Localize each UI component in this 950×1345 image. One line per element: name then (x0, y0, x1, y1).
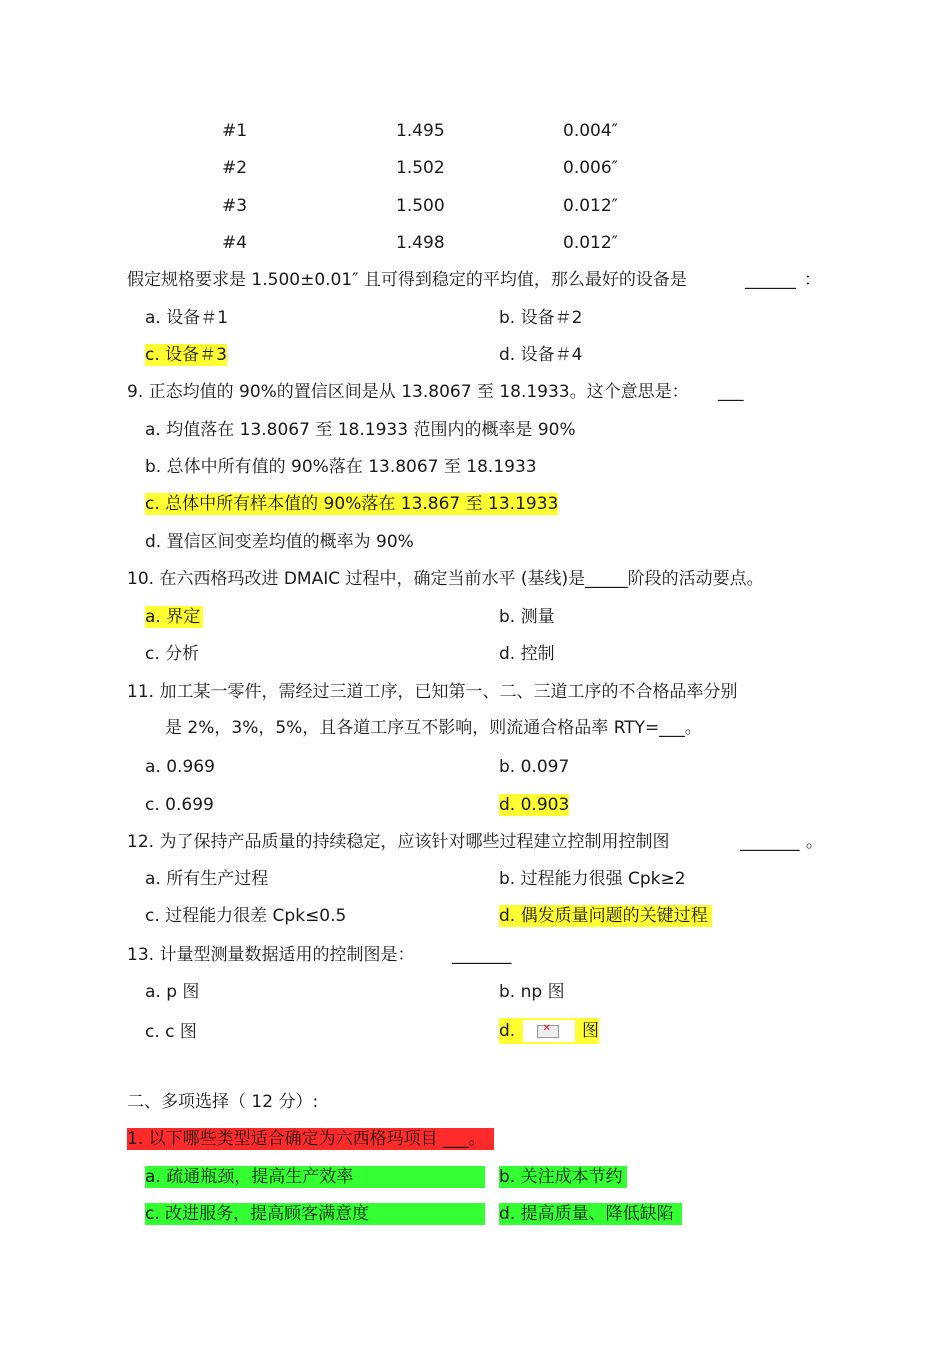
table-cell-device: #1 (222, 121, 248, 141)
question-stem: 12. 为了保持产品质量的持续稳定，应该针对哪些过程建立控制用控制图 (127, 832, 670, 852)
question-stem: 13. 计量型测量数据适用的控制图是： (127, 945, 415, 965)
table-cell-sd: 0.004″ (563, 121, 619, 141)
option-a: a. 0.969 (145, 757, 215, 777)
option-b: b. 过程能力很强 Cpk≥2 (499, 869, 686, 889)
question-stem: 11. 加工某一零件，需经过三道工序，已知第一、二、三道工序的不合格品率分别 (127, 682, 738, 702)
question-stem-continued: 是 2%，3%，5%，且各道工序互不影响，则流通合格品率 RTY=___。 (165, 718, 702, 738)
table-cell-sd: 0.012″ (563, 233, 619, 253)
option-c: c. c 图 (145, 1022, 197, 1042)
option-a-highlighted: a. 界定 (145, 606, 203, 628)
option-d-highlighted: d. 提高质量、降低缺陷 (499, 1203, 682, 1225)
question-stem-highlighted: 1. 以下哪些类型适合确定为六西格玛项目 ___。 (127, 1128, 494, 1150)
option-d: d. 控制 (499, 644, 555, 664)
table-cell-device: #3 (222, 196, 248, 216)
answer-blank: ___ (718, 382, 744, 402)
option-d-highlighted: d. 0.903 (499, 795, 570, 815)
option-b: b. 测量 (499, 607, 555, 627)
option-d-highlighted (499, 1018, 599, 1044)
option-a-highlighted: a. 疏通瓶颈，提高生产效率 (145, 1166, 485, 1188)
option-a: a. 均值落在 13.8067 至 18.1933 范围内的概率是 90% (145, 420, 576, 440)
table-cell-mean: 1.498 (396, 233, 445, 253)
option-b: b. 总体中所有值的 90%落在 13.8067 至 18.1933 (145, 457, 537, 477)
question-stem: 假定规格要求是 1.500±0.01″ 且可得到稳定的平均值，那么最好的设备是 (127, 270, 687, 290)
answer-blank: _______ (740, 832, 800, 852)
table-cell-mean: 1.495 (396, 121, 445, 141)
option-a: a. 所有生产过程 (145, 869, 269, 889)
table-cell-device: #2 (222, 158, 248, 178)
table-cell-mean: 1.502 (396, 158, 445, 178)
option-b: b. 0.097 (499, 757, 570, 777)
option-c-highlighted: c. 总体中所有样本值的 90%落在 13.867 至 13.1933 (145, 494, 559, 514)
table-cell-mean: 1.500 (396, 196, 445, 216)
question-stem-end: ： (804, 270, 821, 290)
answer-blank: ______ (745, 270, 796, 290)
option-c: c. 0.699 (145, 795, 214, 815)
table-cell-sd: 0.006″ (563, 158, 619, 178)
answer-blank: _______ (452, 945, 512, 965)
option-d-suffix: 图 (582, 1021, 600, 1041)
option-c: c. 分析 (145, 644, 200, 664)
section-heading: 二、多项选择（ 12 分）: (127, 1092, 319, 1112)
option-d: d. 设备＃4 (499, 345, 583, 365)
question-stem-end: 。 (806, 832, 823, 852)
table-cell-sd: 0.012″ (563, 196, 619, 216)
option-d-prefix: d. (499, 1021, 516, 1041)
option-c-highlighted: c. 设备＃3 (145, 345, 227, 365)
option-d-highlighted: d. 偶发质量问题的关键过程 (499, 905, 712, 927)
option-a: a. 设备＃1 (145, 308, 229, 328)
option-b-highlighted: b. 关注成本节约 (499, 1166, 627, 1188)
option-c-highlighted: c. 改进服务，提高顾客满意度 (145, 1203, 485, 1225)
question-stem: 10. 在六西格玛改进 DMAIC 过程中，确定当前水平 (基线)是_____阶段的活动要点。 (127, 569, 764, 589)
broken-image-icon: ✕ (523, 1020, 575, 1042)
option-c: c. 过程能力很差 Cpk≤0.5 (145, 906, 347, 926)
option-b: b. 设备＃2 (499, 308, 583, 328)
table-cell-device: #4 (222, 233, 248, 253)
option-d: d. 置信区间变差均值的概率为 90% (145, 532, 414, 552)
option-a: a. p 图 (145, 982, 200, 1002)
question-stem: 9. 正态均值的 90%的置信区间是从 13.8067 至 18.1933。这个意思是： (127, 382, 689, 402)
option-b: b. np 图 (499, 982, 565, 1002)
